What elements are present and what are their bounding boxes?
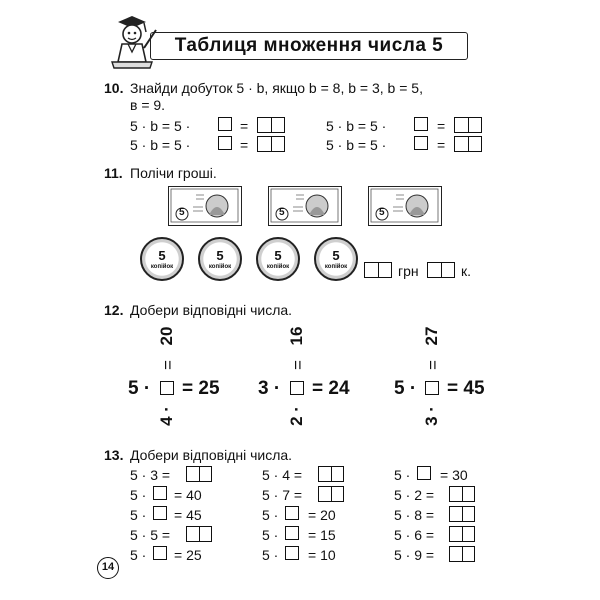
banknote-5 — [368, 186, 442, 226]
answer-box-double[interactable] — [449, 486, 475, 502]
ex13-expr: 5 · 2 = — [394, 487, 435, 503]
ex13-expr: 5 · 6 = — [394, 527, 435, 543]
coin-5-kopiyok — [198, 237, 242, 281]
ex13-expr: 5 · — [262, 527, 279, 543]
puzzle-vertical-equals: = — [288, 360, 307, 370]
ex13-expr: 5 · — [130, 507, 147, 523]
ex13-expr: 5 · 5 = — [130, 527, 171, 543]
ex13-result: = 40 — [174, 487, 202, 503]
answer-box[interactable] — [417, 466, 431, 480]
answer-box-double[interactable] — [186, 526, 212, 542]
exercise-13-text: Добери відповідні числа. — [130, 447, 293, 463]
equals: = — [240, 118, 249, 134]
puzzle-answer-box[interactable] — [160, 381, 174, 395]
banknote-value: 5 — [379, 207, 385, 218]
exercise-13-number: 13. — [104, 447, 124, 463]
answer-box-double[interactable] — [186, 466, 212, 482]
answer-box-double[interactable] — [257, 117, 285, 133]
exercise-11-number: 11. — [104, 165, 123, 181]
coin-value: 5 — [274, 248, 282, 263]
exercise-10-text: Знайди добуток 5 · b, якщо b = 8, b = 3, b = 5, — [130, 80, 423, 96]
puzzle-answer-box[interactable] — [425, 381, 439, 395]
answer-box[interactable] — [285, 506, 299, 520]
answer-box-double[interactable] — [257, 136, 285, 152]
ex13-expr: 5 · 9 = — [394, 547, 435, 563]
equals: = — [437, 137, 446, 153]
ex10-row: 5 · b = 5 · — [326, 137, 387, 153]
banknote-value: 5 — [279, 207, 285, 218]
answer-box[interactable] — [153, 506, 167, 520]
puzzle-bottom-expr: 4 · — [157, 406, 176, 426]
ex10-row: 5 · b = 5 · — [130, 137, 191, 153]
banknote-value: 5 — [179, 207, 185, 218]
puzzle-right-expr: = 24 — [312, 378, 350, 399]
puzzle-answer-box[interactable] — [290, 381, 304, 395]
ex13-expr: 5 · 8 = — [394, 507, 435, 523]
coin-5-kopiyok — [256, 237, 300, 281]
coin-5-kopiyok — [140, 237, 184, 281]
answer-box-double[interactable] — [449, 526, 475, 542]
ex13-expr: 5 · — [130, 547, 147, 563]
puzzle-vertical-equals: = — [423, 360, 442, 370]
puzzle-left-expr: 5 · — [128, 378, 151, 399]
exercise-12-number: 12. — [104, 302, 124, 318]
coin-5-kopiyok — [314, 237, 358, 281]
equals: = — [437, 118, 446, 134]
coin-word: копійок — [208, 264, 232, 270]
coin-value: 5 — [158, 248, 166, 263]
exercise-11-text: Полічи гроші. — [130, 165, 217, 181]
coin-word: копійок — [324, 264, 348, 270]
answer-box-double[interactable] — [318, 486, 344, 502]
exercise-12-text: Добери відповідні числа. — [130, 302, 293, 318]
puzzle-left-expr: 3 · — [258, 378, 281, 399]
answer-box[interactable] — [285, 546, 299, 560]
answer-box-double[interactable] — [454, 136, 482, 152]
puzzle-right-expr: = 45 — [447, 378, 485, 399]
answer-box[interactable] — [414, 136, 428, 150]
equals: = — [240, 137, 249, 153]
ex13-expr: 5 · 4 = — [262, 467, 303, 483]
answer-box[interactable] — [153, 486, 167, 500]
page-title: Таблиця множення числа 5 — [174, 35, 444, 56]
coin-value: 5 — [216, 248, 224, 263]
puzzle-vertical-equals: = — [158, 360, 177, 370]
puzzle-right-expr: = 25 — [182, 378, 220, 399]
banknote-5 — [268, 186, 342, 226]
ex13-result: = 20 — [308, 507, 336, 523]
ex13-expr: 5 · 3 = — [130, 467, 171, 483]
kop-label: к. — [461, 263, 472, 279]
ex13-expr: 5 · — [262, 507, 279, 523]
answer-box-double[interactable] — [318, 466, 344, 482]
exercise-10-text-2: в = 9. — [130, 97, 166, 113]
exercise-10-number: 10. — [104, 80, 124, 96]
ex13-expr: 5 · — [130, 487, 147, 503]
ex13-result: = 30 — [440, 467, 468, 483]
ex10-row: 5 · b = 5 · — [130, 118, 191, 134]
puzzle-bottom-expr: 2 · — [287, 406, 306, 426]
puzzle-bottom-expr: 3 · — [422, 406, 441, 426]
ex13-expr: 5 · 7 = — [262, 487, 303, 503]
answer-box-double[interactable] — [449, 506, 475, 522]
grn-answer-box[interactable] — [364, 262, 392, 278]
ex13-result: = 10 — [308, 547, 336, 563]
ex13-result: = 25 — [174, 547, 202, 563]
ex13-result: = 15 — [308, 527, 336, 543]
puzzle-top-number: 27 — [422, 326, 441, 346]
ex10-row: 5 · b = 5 · — [326, 118, 387, 134]
ex13-result: = 45 — [174, 507, 202, 523]
page-number: 14 — [101, 561, 115, 573]
coin-word: копійок — [150, 264, 174, 270]
puzzle-left-expr: 5 · — [394, 378, 417, 399]
page-number-badge — [97, 557, 119, 579]
answer-box[interactable] — [218, 136, 232, 150]
banknote-5 — [168, 186, 242, 226]
kop-answer-box[interactable] — [427, 262, 455, 278]
ex13-expr: 5 · — [262, 547, 279, 563]
puzzle-top-number: 20 — [157, 326, 176, 346]
answer-box[interactable] — [414, 117, 428, 131]
coin-word: копійок — [266, 264, 290, 270]
puzzle-top-number: 16 — [287, 326, 306, 346]
ex13-expr: 5 · — [394, 467, 411, 483]
answer-box[interactable] — [285, 526, 299, 540]
answer-box-double[interactable] — [449, 546, 475, 562]
answer-box-double[interactable] — [454, 117, 482, 133]
answer-box[interactable] — [218, 117, 232, 131]
grn-label: грн — [398, 263, 419, 279]
answer-box[interactable] — [153, 546, 167, 560]
coin-value: 5 — [332, 248, 340, 263]
